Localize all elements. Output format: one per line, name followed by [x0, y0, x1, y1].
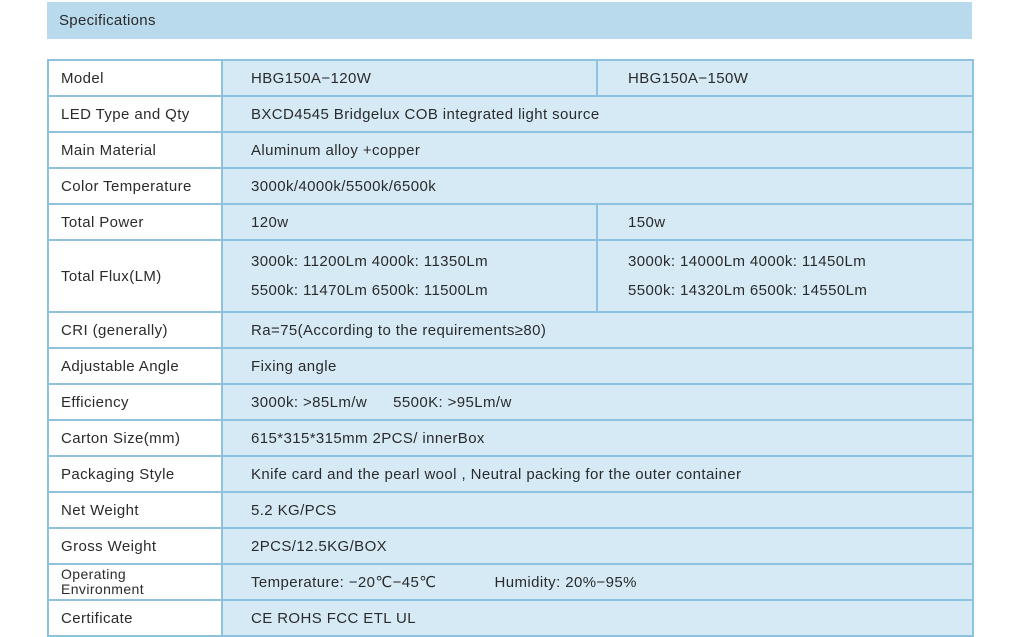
- table-row-operating-environment: [48, 564, 973, 600]
- total-power-150w-value: 150w: [597, 204, 973, 240]
- total-flux-150w-cell: [597, 240, 973, 312]
- table-row-net-weight: [48, 492, 973, 528]
- efficiency-5500k: 5500K: >95Lm/w: [393, 393, 512, 411]
- row-label: Main Material: [48, 132, 222, 168]
- row-label: LED Type and Qty: [48, 96, 222, 132]
- row-label: Environment: [61, 581, 144, 597]
- total-power-120w-value: 120w: [222, 204, 597, 240]
- efficiency-3000k: 3000k: >85Lm/w: [251, 393, 368, 411]
- main-material-value: Aluminum alloy +copper: [222, 132, 973, 168]
- row-label: CRI (generally): [48, 312, 222, 348]
- cri-value: Ra=75(According to the requirements≥80): [222, 312, 973, 348]
- row-label: Operating: [61, 566, 127, 582]
- gross-weight-value: 2PCS/12.5KG/BOX: [222, 528, 973, 564]
- table-row-color-temperature: [48, 168, 973, 204]
- temperature-range: Temperature: −20℃−45℃: [251, 574, 437, 591]
- table-row-carton-size: [48, 420, 973, 456]
- packaging-style-value: Knife card and the pearl wool , Neutral packing for the outer container: [222, 456, 973, 492]
- specifications-header: [47, 2, 972, 39]
- operating-environment-cell: [222, 564, 973, 600]
- row-label: Efficiency: [48, 384, 222, 420]
- row-label: Carton Size(mm): [48, 420, 222, 456]
- table-row-total-flux: [48, 240, 973, 312]
- flux-line: 5500k: 14320Lm 6500k: 14550Lm: [628, 282, 868, 299]
- table-row-main-material: [48, 132, 973, 168]
- row-label: Color Temperature: [48, 168, 222, 204]
- efficiency-cell: [222, 384, 973, 420]
- certificate-value: CE ROHS FCC ETL UL: [222, 600, 973, 636]
- table-row-adjustable-angle: [48, 348, 973, 384]
- table-row-led-type: [48, 96, 973, 132]
- model-150w-value: HBG150A−150W: [597, 60, 973, 96]
- flux-line: 3000k: 14000Lm 4000k: 11450Lm: [628, 253, 867, 270]
- model-120w-value: HBG150A−120W: [222, 60, 597, 96]
- net-weight-value: 5.2 KG/PCS: [222, 492, 973, 528]
- row-label: Adjustable Angle: [48, 348, 222, 384]
- row-label: Total Flux(LM): [48, 240, 222, 312]
- carton-size-value: 615*315*315mm 2PCS/ innerBox: [222, 420, 973, 456]
- color-temperature-value: 3000k/4000k/5500k/6500k: [222, 168, 973, 204]
- table-row-gross-weight: [48, 528, 973, 564]
- humidity-range: Humidity: 20%−95%: [494, 574, 637, 591]
- row-label: Certificate: [48, 600, 222, 636]
- led-type-value: BXCD4545 Bridgelux COB integrated light source: [222, 96, 973, 132]
- section-title: Specifications: [59, 12, 156, 29]
- total-flux-120w-cell: [222, 240, 597, 312]
- row-label: Net Weight: [48, 492, 222, 528]
- row-label: Total Power: [48, 204, 222, 240]
- table-row-total-power: [48, 204, 973, 240]
- table-row-cri: [48, 312, 973, 348]
- row-label: Model: [48, 60, 222, 96]
- operating-environment-label: [48, 564, 222, 600]
- adjustable-angle-value: Fixing angle: [222, 348, 973, 384]
- flux-line: 3000k: 11200Lm 4000k: 11350Lm: [251, 253, 489, 270]
- flux-line: 5500k: 11470Lm 6500k: 11500Lm: [251, 282, 489, 299]
- specifications-table: [47, 59, 974, 637]
- table-row-model: [48, 60, 973, 96]
- table-row-efficiency: [48, 384, 973, 420]
- row-label: Packaging Style: [48, 456, 222, 492]
- table-row-packaging-style: [48, 456, 973, 492]
- table-row-certificate: [48, 600, 973, 636]
- row-label: Gross Weight: [48, 528, 222, 564]
